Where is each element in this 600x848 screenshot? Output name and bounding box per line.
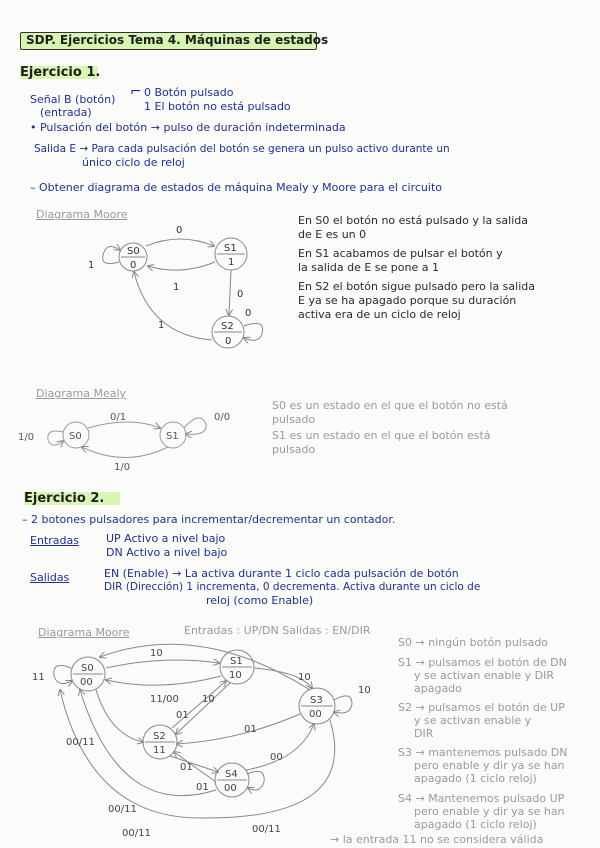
moore-note: la salida de E se pone a 1 xyxy=(298,261,439,274)
salidas-label: Salidas xyxy=(30,571,70,584)
moore-label: Diagrama Moore xyxy=(36,208,128,221)
ex1-heading: Ejercicio 1. xyxy=(20,65,101,80)
ex2-note: S2 → pulsamos el botón de UP xyxy=(398,701,565,714)
state-s2-name: S2 xyxy=(221,321,234,332)
moore-note: E ya se ha apagado porque su duración xyxy=(298,294,517,307)
edge-label-s0-self: 1 xyxy=(88,260,95,271)
edge-s1-s2 xyxy=(176,683,230,734)
ex2-edge-label: 10 xyxy=(358,685,371,696)
ex2-edge-label: 00/11 xyxy=(108,804,137,815)
mealy-edge-s1-s0 xyxy=(82,447,168,458)
edge-s3-s0 xyxy=(100,644,310,690)
salida-line-2: único ciclo de reloj xyxy=(82,156,185,169)
moore-note: En S0 el botón no está pulsado y la salida xyxy=(298,214,528,227)
io-label: Entradas : UP/DN Salidas : EN/DIR xyxy=(184,624,371,637)
ex2-edge-label: 01 xyxy=(196,782,209,793)
mealy-edge-s1-self xyxy=(184,418,206,434)
ex2-edge-label: 01 xyxy=(180,762,193,773)
ex2-moore-label: Diagrama Moore xyxy=(38,626,130,639)
ex2-note: S0 → ningún botón pulsado xyxy=(398,636,549,649)
moore-note: En S2 el botón sigue pulsado pero la salida xyxy=(298,280,535,293)
ex2-edge-label: 00/11 xyxy=(66,737,95,748)
ex2-edge-label: 01 xyxy=(176,710,189,721)
ex2-s3-name: S3 xyxy=(310,695,323,706)
edge-s0-s1 xyxy=(146,239,214,246)
ex2-note: S3 → mantenemos pulsado DN xyxy=(398,746,568,759)
state-s0-out: 0 xyxy=(130,260,137,271)
mealy-note: pulsado xyxy=(272,443,316,456)
ex2-note: pero enable y dir ya se han xyxy=(414,805,565,818)
mealy-note: pulsado xyxy=(272,413,316,426)
edge-s2-self xyxy=(244,323,263,340)
ex2-note: apagado (1 ciclo reloj) xyxy=(414,818,537,831)
ex2-s1-out: 10 xyxy=(229,670,242,681)
signal-opt-0: 0 Botón pulsado xyxy=(144,86,234,99)
entradas-label: Entradas xyxy=(30,534,79,547)
bracket-glyph: ⌐ xyxy=(130,84,142,100)
ex2-note: apagado (1 ciclo reloj) xyxy=(414,772,537,785)
ex2-s2-name: S2 xyxy=(153,731,166,742)
edge-s1-s0 xyxy=(106,676,221,685)
ex2-edge-label: 10 xyxy=(150,648,163,659)
edge-s0-self xyxy=(54,665,72,683)
edge-s2-s4 xyxy=(170,756,218,772)
bullet-pulse: • Pulsación del botón → pulso de duración indeterminada xyxy=(30,121,346,134)
edge-s0-self xyxy=(103,246,120,263)
page-title: SDP. Ejercicios Tema 4. Máquinas de estados xyxy=(26,33,329,47)
signal-label-2: (entrada) xyxy=(40,106,92,119)
state-s0-name: S0 xyxy=(127,246,140,257)
ex2-note: y se activan enable y DIR xyxy=(414,669,555,682)
edge-s3-self xyxy=(334,696,352,713)
ex2-heading: Ejercicio 2. xyxy=(24,491,105,506)
edge-label-s1-s0: 1 xyxy=(173,282,180,293)
edge-label-s2-self: 0 xyxy=(245,308,252,319)
mealy-s1-name: S1 xyxy=(166,431,179,442)
mealy-note: S1 es un estado en el que el botón está xyxy=(272,429,491,442)
mealy-label: Diagrama Mealy xyxy=(36,387,127,400)
edge-bottom-loop xyxy=(60,690,335,818)
salida-dir: DIR (Dirección) 1 incrementa, 0 decrementa. Activa durante un ciclo de xyxy=(104,581,481,593)
ex2-note: S4 → Mantenemos pulsado UP xyxy=(398,792,565,805)
moore-note: de E es un 0 xyxy=(298,228,367,241)
ex2-edge-label: 01 xyxy=(244,724,257,735)
ex2-edge-label: 11 xyxy=(32,672,45,683)
mealy-edge-label: 0/1 xyxy=(110,412,127,423)
ex2-note: y se activan enable y xyxy=(414,714,532,727)
ex2-s4-out: 00 xyxy=(224,783,237,794)
entrada-up: UP Activo a nivel bajo xyxy=(106,532,226,545)
state-s1-out: 1 xyxy=(228,257,235,268)
ex2-note: S1 → pulsamos el botón de DN xyxy=(398,656,567,669)
salida-line-1: Salida E → Para cada pulsación del botón se genera un pulso activo durante un xyxy=(34,143,450,155)
ex2-s0-out: 00 xyxy=(80,677,93,688)
ex2-note: pero enable y dir ya se han xyxy=(414,759,565,772)
salida-dir-2: reloj (como Enable) xyxy=(206,594,314,607)
ex2-edge-label: 00/11 xyxy=(252,824,281,835)
signal-label: Señal B (botón) xyxy=(30,93,116,106)
state-s1-name: S1 xyxy=(224,243,237,254)
state-s2-out: 0 xyxy=(225,336,232,347)
ex2-edge-label: 11/00 xyxy=(150,694,179,705)
edge-s1-s2 xyxy=(229,270,231,315)
ex2-line-1: – 2 botones pulsadores para incrementar/decrementar un contador. xyxy=(22,513,396,526)
ex2-s4-name: S4 xyxy=(225,769,238,780)
moore-note: activa era de un ciclo de reloj xyxy=(298,308,461,321)
edge-label-s1-s2: 0 xyxy=(237,289,244,300)
signal-opt-1: 1 El botón no está pulsado xyxy=(144,100,291,113)
edge-label-s0-s1: 0 xyxy=(176,225,183,236)
mealy-edge-label: 1/0 xyxy=(114,462,131,473)
entrada-dn: DN Activo a nivel bajo xyxy=(106,546,228,559)
edge-s0-s1 xyxy=(106,660,219,668)
moore-note: En S1 acabamos de pulsar el botón y xyxy=(298,247,503,260)
task-line: – Obtener diagrama de estados de máquina Mealy y Moore para el circuito xyxy=(30,181,442,194)
ex2-s3-out: 00 xyxy=(309,709,322,720)
mealy-note: S0 es un estado en el que el botón no está xyxy=(272,399,508,412)
ex2-note: DIR xyxy=(414,727,434,740)
mealy-edge-label: 0/0 xyxy=(214,412,231,423)
edge-s3-s2 xyxy=(177,714,300,744)
ex2-s1-name: S1 xyxy=(230,656,243,667)
ex2-s0-name: S0 xyxy=(81,663,94,674)
ex2-edge-label: 10 xyxy=(298,672,311,683)
edge-label-s2-s0: 1 xyxy=(158,320,165,331)
ex2-s2-out: 11 xyxy=(153,745,166,756)
mealy-edge-label: 1/0 xyxy=(18,432,35,443)
ex2-note: → la entrada 11 no se considera válida xyxy=(330,833,544,846)
ex2-edge-label: 00 xyxy=(270,752,283,763)
mealy-s0-name: S0 xyxy=(69,431,82,442)
edge-s1-s0 xyxy=(148,262,215,270)
ex2-edge-label: 10 xyxy=(202,694,215,705)
edge-s0-s2 xyxy=(96,690,143,742)
ex2-edge-label: 00/11 xyxy=(122,828,151,839)
edge-s4-self xyxy=(247,771,264,790)
mealy-edge-s0-self xyxy=(48,431,63,445)
salida-en: EN (Enable) → La activa durante 1 ciclo cada pulsación de botón xyxy=(104,567,459,580)
ex2-note: apagado xyxy=(414,682,462,695)
